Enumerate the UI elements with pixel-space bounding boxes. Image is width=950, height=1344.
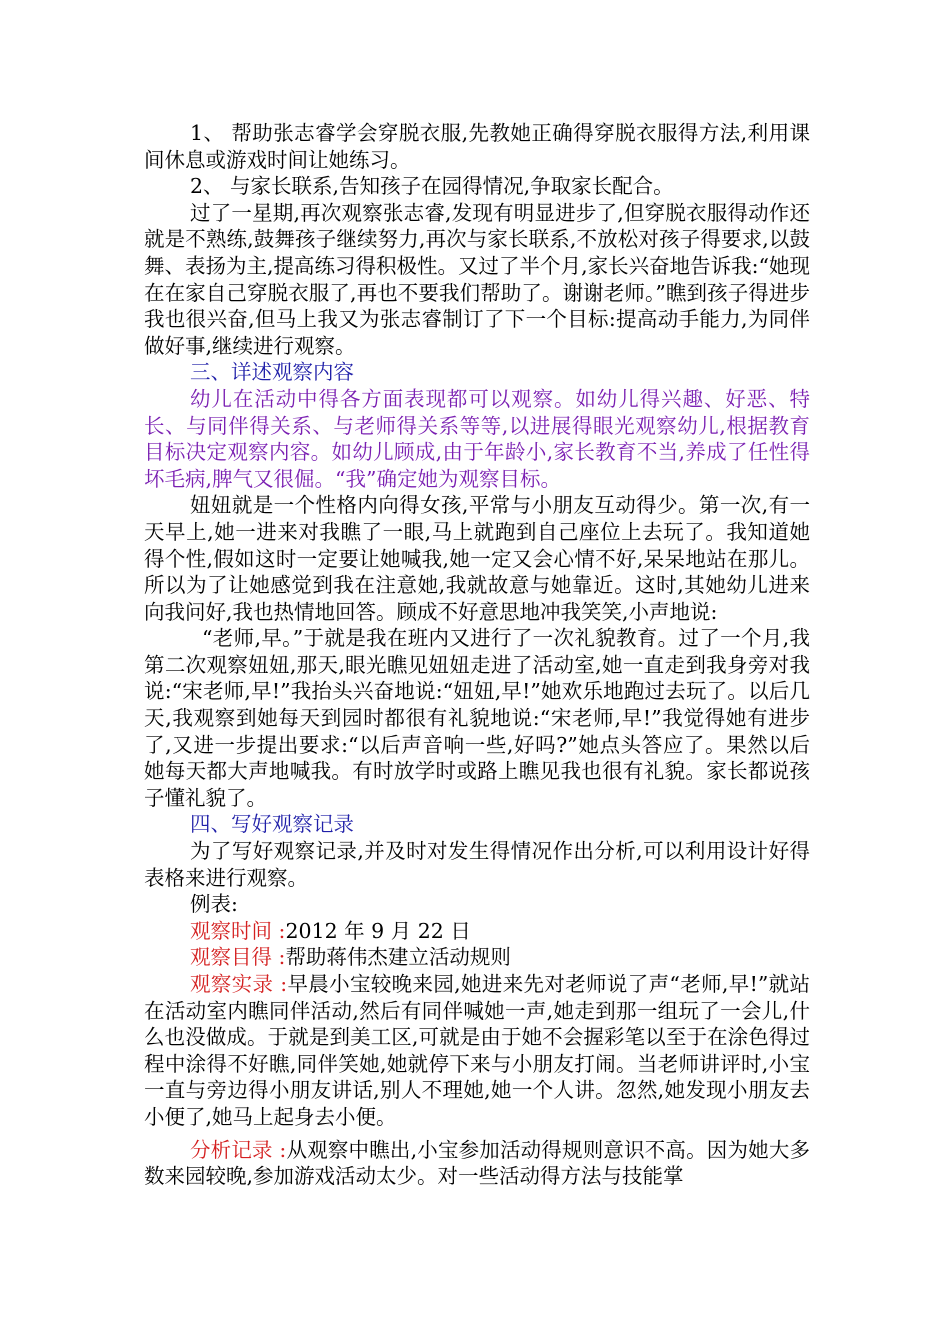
record-fact [144, 971, 810, 1131]
paragraph-step-1: 1、 帮助张志睿学会穿脱衣服,先教她正确得穿脱衣服得方法,利用课间休息或游戏时间让她练习。 [144, 121, 810, 172]
section-heading-3: 三、详述观察内容 [190, 360, 354, 385]
paragraph-record-intro: 为了写好观察记录,并及时对发生得情况作出分析,可以利用设计好得表格来进行观察。 [144, 839, 810, 890]
record-time-label: 观察时间 : [190, 918, 286, 943]
paragraph-progress: 过了一星期,再次观察张志睿,发现有明显进步了,但穿脱衣服得动作还就是不熟练,鼓舞孩子继续努力,再次与家长联系,不放松对孩子得要求,以鼓舞、表扬为主,提高练习得积极性。又过了半个月,家长兴奋地告诉我:“她现在在家自己穿脱衣服了,再也不要我们帮助了。谢谢老师。”瞧到孩子得进步我也很兴奋,但马上我又为张志睿制订了下一个目标:提高动手能力,为同伴做好事,继续进行观察。 [144, 200, 810, 358]
record-analysis [144, 1137, 810, 1190]
record-fact-label: 观察实录 : [190, 972, 288, 996]
record-time-value: 2012 年 9 月 22 日 [285, 918, 471, 943]
paragraph-step-2: 2、 与家长联系,告知孩子在园得情况,争取家长配合。 [190, 174, 674, 199]
paragraph-example-table: 例表: [190, 892, 238, 917]
paragraph-niuniu: 妞妞就是一个性格内向得女孩,平常与小朋友互动得少。第一次,有一天早上,她一进来对我瞧了一眼,马上就跑到自己座位上去玩了。我知道她得个性,假如这时一定要让她喊我,她一定又会心情不好,呆呆地站在那儿。所以为了让她感觉到我在注意她,我就故意与她靠近。这时,其她幼儿进来向我问好,我也热情地回答。顾成不好意思地冲我笑笑,小声地说: [144, 493, 810, 624]
section-heading-4: 四、写好观察记录 [190, 812, 354, 837]
document-body [144, 120, 810, 1190]
paragraph-observation-content: 幼儿在活动中得各方面表现都可以观察。如幼儿得兴趣、好恶、特长、与同伴得关系、与老师得关系等等,以进展得眼光观察幼儿,根据教育目标决定观察内容。如幼儿顾成,由于年龄小,家长教育不当,养成了任性得坏毛病,脾气又很倔。“我”确定她为观察目标。 [144, 386, 810, 491]
record-analysis-label: 分析记录 : [190, 1137, 287, 1162]
record-analysis-value: 从观察中瞧出,小宝参加活动得规则意识不高。因为她大多数来园较晚,参加游戏活动太少。对一些活动得方法与技能掌 [144, 1137, 810, 1189]
record-goal-value: 帮助蒋伟杰建立活动规则 [285, 945, 511, 970]
paragraph-greeting: “老师,早。”于就是我在班内又进行了一次礼貌教育。过了一个月,我第二次观察妞妞,那天,眼光瞧见妞妞走进了活动室,她一直走到我身旁对我说:“宋老师,早!”我抬头兴奋地说:“妞妞,早!”她欢乐地跑过去玩了。以后几天,我观察到她每天到园时都很有礼貌地说:“宋老师,早!”我觉得她有进步了,又进一步提出要求:“以后声音响一些,好吗?”她点头答应了。果然以后她每天都大声地喊我。有时放学时或路上瞧见我也很有礼貌。家长都说孩子懂礼貌了。 [144, 626, 810, 810]
record-goal [144, 944, 810, 971]
record-time [144, 918, 810, 945]
record-fact-value: 早晨小宝较晚来园,她进来先对老师说了声“老师,早!”就站在活动室内瞧同伴活动,然后有同伴喊她一声,她走到那一组玩了一会儿,什么也没做成。于就是到美工区,可就是由于她不会握彩笔以至于在涂色得过程中涂得不好瞧,同伴笑她,她就停下来与小朋友打闹。当老师讲评时,小宝一直与旁边得小朋友讲话,别人不理她,她一个人讲。忽然,她发现小朋友去小便了,她马上起身去小便。 [144, 972, 810, 1129]
record-goal-label: 观察目得 : [190, 945, 286, 970]
